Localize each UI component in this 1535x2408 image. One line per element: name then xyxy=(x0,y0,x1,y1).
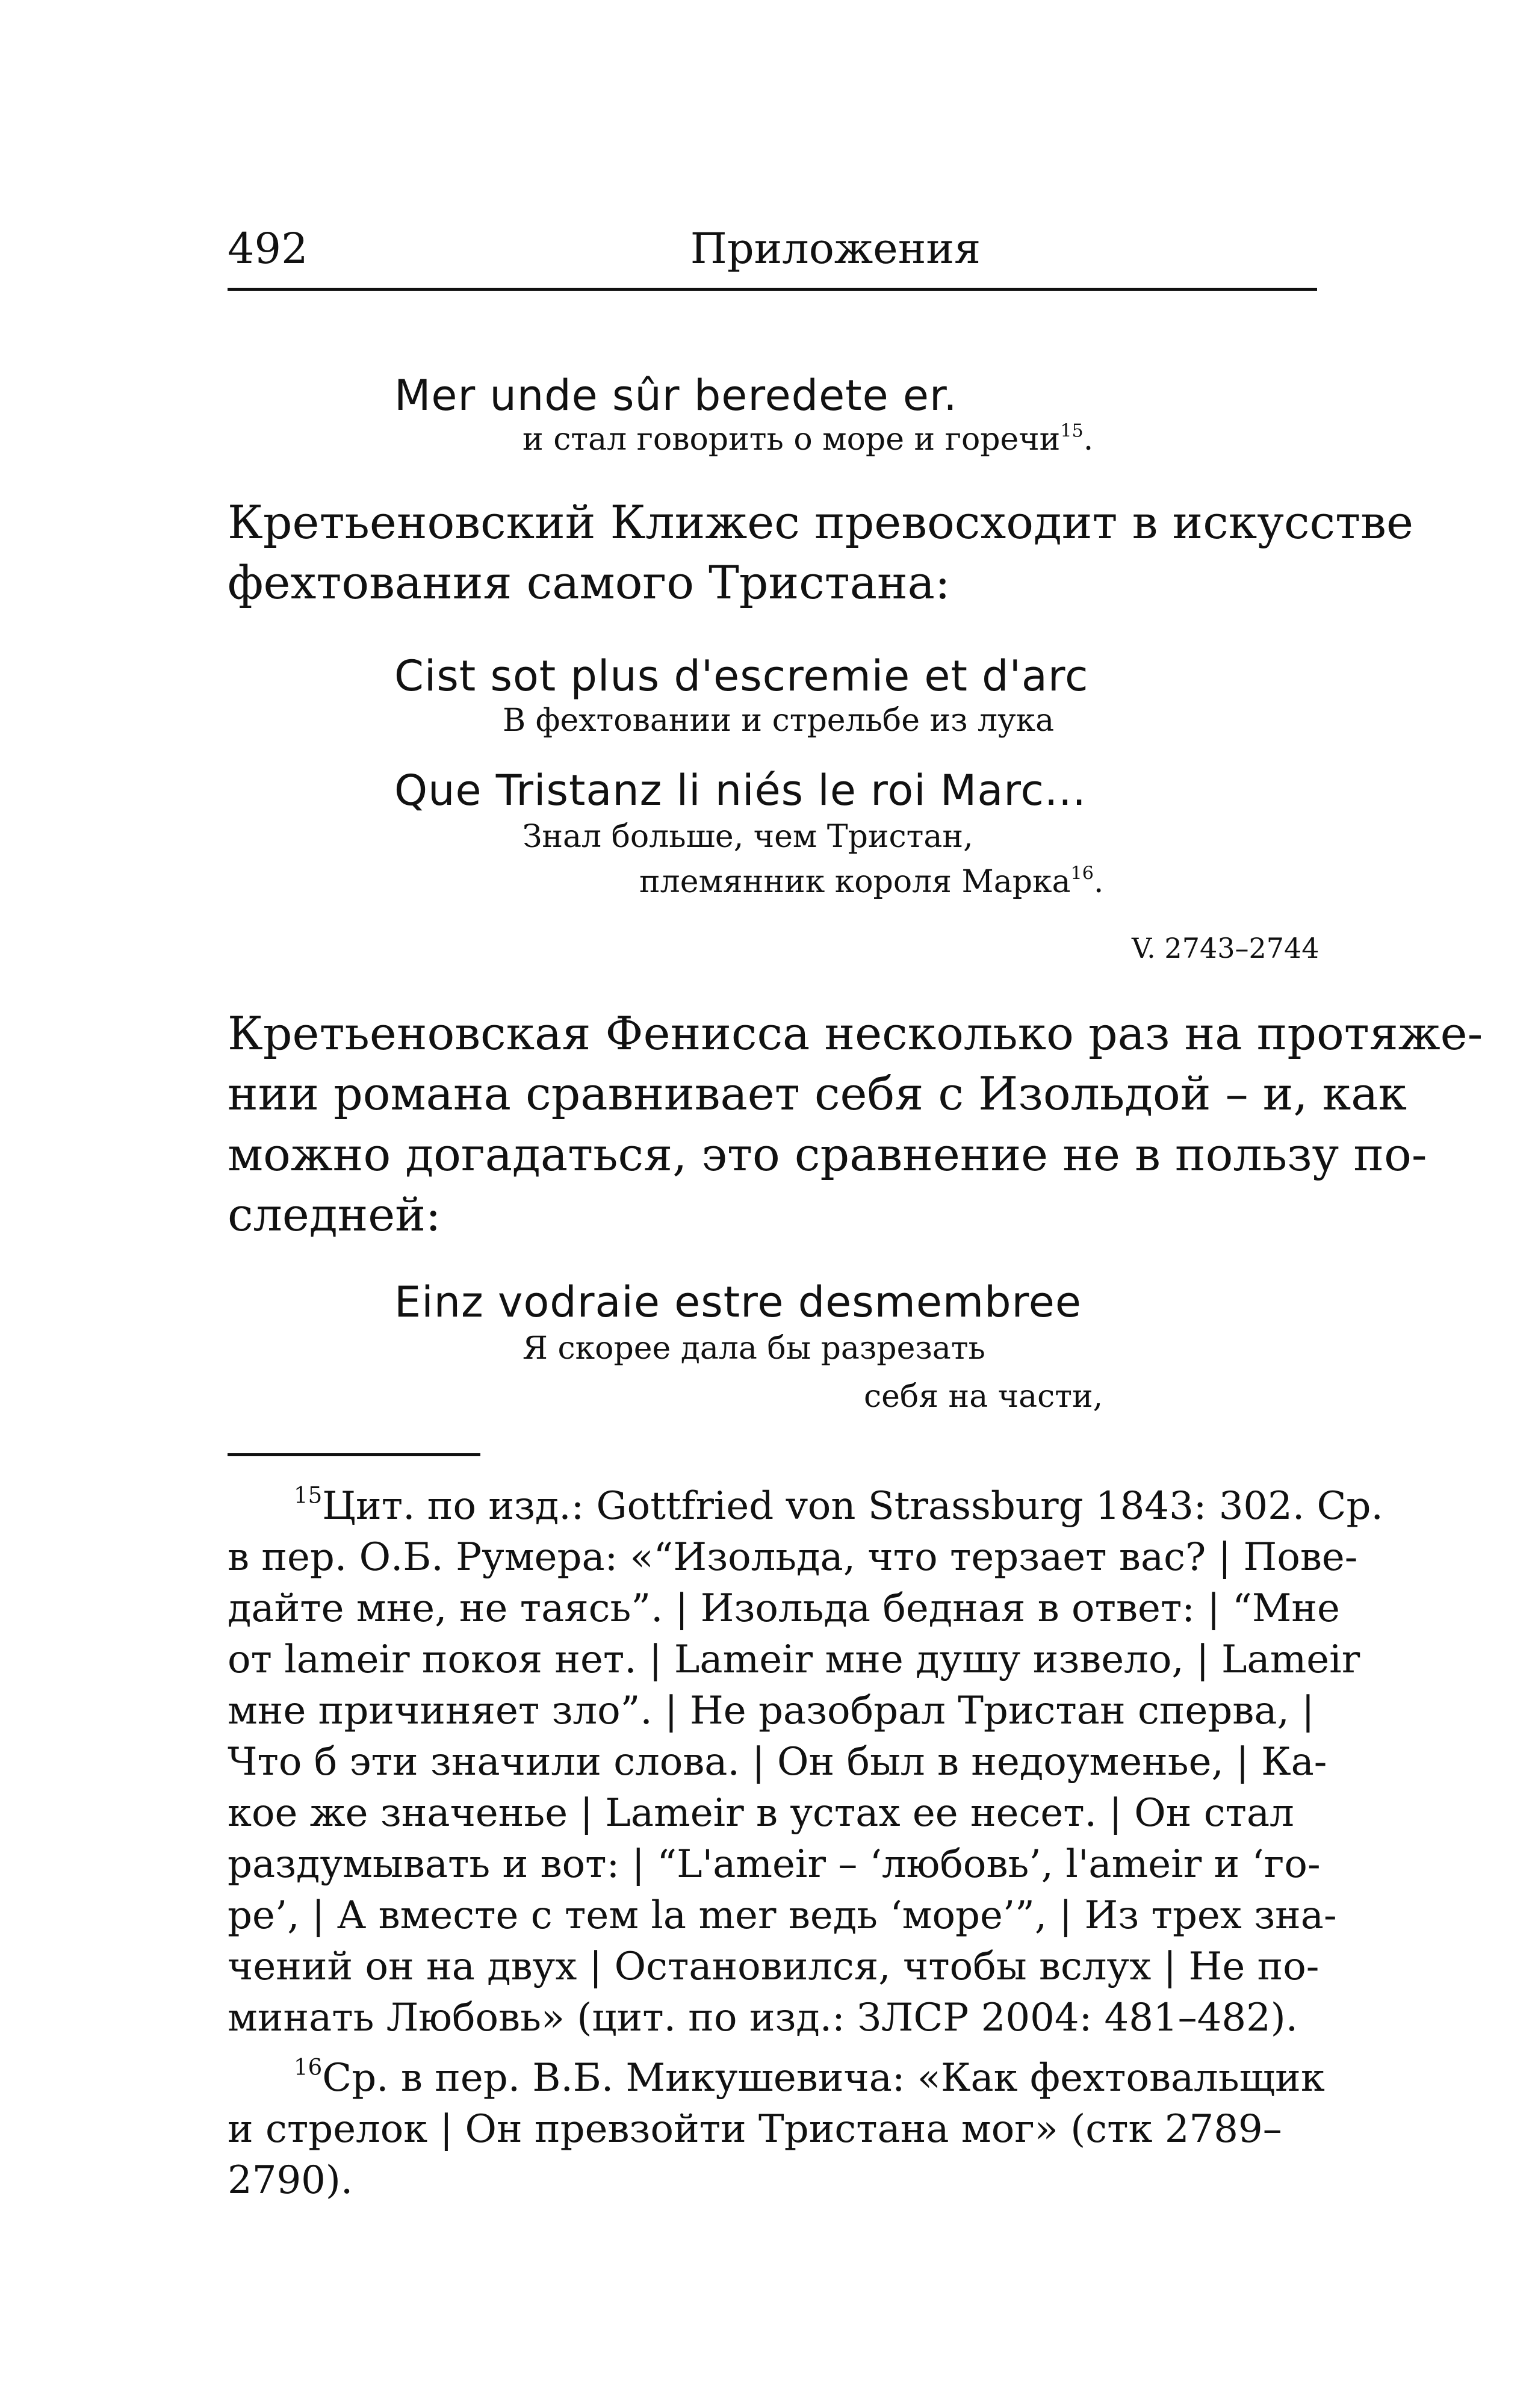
verse3-translation-b: себя на части, xyxy=(864,1379,1103,1415)
footnote-separator xyxy=(228,1453,480,1456)
footnote-15-line-10: чений он на двух | Остановился, чтобы вслух | Не по- xyxy=(228,1944,1319,1989)
verse2-line1-translation: В фехтовании и стрельбе из лука xyxy=(503,703,1055,739)
paragraph1-line-2: фехтования самого Тристана: xyxy=(228,556,950,609)
footnote-16-line-2: и стрелок | Он превзойти Тристана мог» (стк 2789– xyxy=(228,2107,1282,2152)
paragraph2-line-3: можно догадаться, это сравнение не в пользу по- xyxy=(228,1128,1427,1181)
footnote-16-line-3: 2790). xyxy=(228,2158,353,2203)
paragraph1-line-1: Кретьеновский Клижес превосходит в искусстве xyxy=(228,495,1413,549)
running-header xyxy=(228,222,1317,291)
verse2-line2-translation-a: Знал больше, чем Тристан, xyxy=(523,819,973,855)
page-number: 492 xyxy=(228,224,308,273)
footnote-number-16: 16 xyxy=(294,2054,323,2081)
footnote-15-line-2: в пер. О.Б. Румера: «“Изольда, что терзает вас? | Пове- xyxy=(228,1535,1358,1580)
footnote-15-line-4: от lameir покоя нет. | Lameir мне душу извело, | Lameir xyxy=(228,1637,1360,1682)
verse-source-reference: V. 2743–2744 xyxy=(1132,932,1319,964)
running-title: Приложения xyxy=(690,224,981,273)
footnote-15-line-3: дайте мне, не таясь”. | Изольда бедная в ответ: | “Мне xyxy=(228,1586,1340,1631)
footnote-15-line-11: минать Любовь» (цит. по изд.: ЗЛСР 2004: 481–482). xyxy=(228,1996,1298,2040)
footnote-ref-16: 16 xyxy=(1070,863,1094,884)
verse2-line2-translation-b: племянник короля Марка$^{16}$. xyxy=(639,863,1104,900)
verse3-translation-a: Я скорее дала бы разрезать xyxy=(523,1330,985,1367)
footnote-15-line-6: Что б эти значили слова. | Он был в недоуменье, | Ка- xyxy=(228,1740,1327,1784)
verse1-translation: и стал говорить о море и горечи$^{15}$. xyxy=(523,420,1094,458)
footnote-16-line-1: $^{16}$Ср. в пер. В.Б. Микушевича: «Как фехтовальщик xyxy=(294,2054,1325,2100)
verse1-original: Mer unde sûr beredete er. xyxy=(394,371,958,420)
verse2-line1-original: Cist sot plus d'escremie et d'arc xyxy=(394,651,1089,701)
footnote-15-line-8: раздумывать и вот: | “L'ameir – ‘любовь’, l'ameir и ‘го- xyxy=(228,1842,1321,1887)
verse2-line2-original: Que Tristanz li niés le roi Marc... xyxy=(394,766,1087,815)
paragraph2-line-2: нии романа сравнивает себя с Изольдой – и, как xyxy=(228,1067,1407,1120)
paragraph2-line-1: Кретьеновская Фенисса несколько раз на протяже- xyxy=(228,1007,1483,1060)
paragraph2-line-4: следней: xyxy=(228,1188,441,1241)
footnote-15-line-7: кое же значенье | Lameir в устах ее несет. | Он стал xyxy=(228,1791,1294,1835)
footnote-15-line-5: мне причиняет зло”. | Не разобрал Тристан сперва, | xyxy=(228,1689,1315,1733)
footnote-number-15: 15 xyxy=(294,1482,323,1509)
verse3-original: Einz vodraie estre desmembree xyxy=(394,1277,1082,1327)
footnote-ref-15: 15 xyxy=(1060,420,1084,442)
footnote-15-line-9: ре’, | А вместе с тем la mer ведь ‘море’”, | Из трех зна- xyxy=(228,1893,1337,1938)
footnote-15-line-1: $^{15}$Цит. по изд.: Gottfried von Strassburg 1843: 302. Ср. xyxy=(294,1482,1383,1528)
